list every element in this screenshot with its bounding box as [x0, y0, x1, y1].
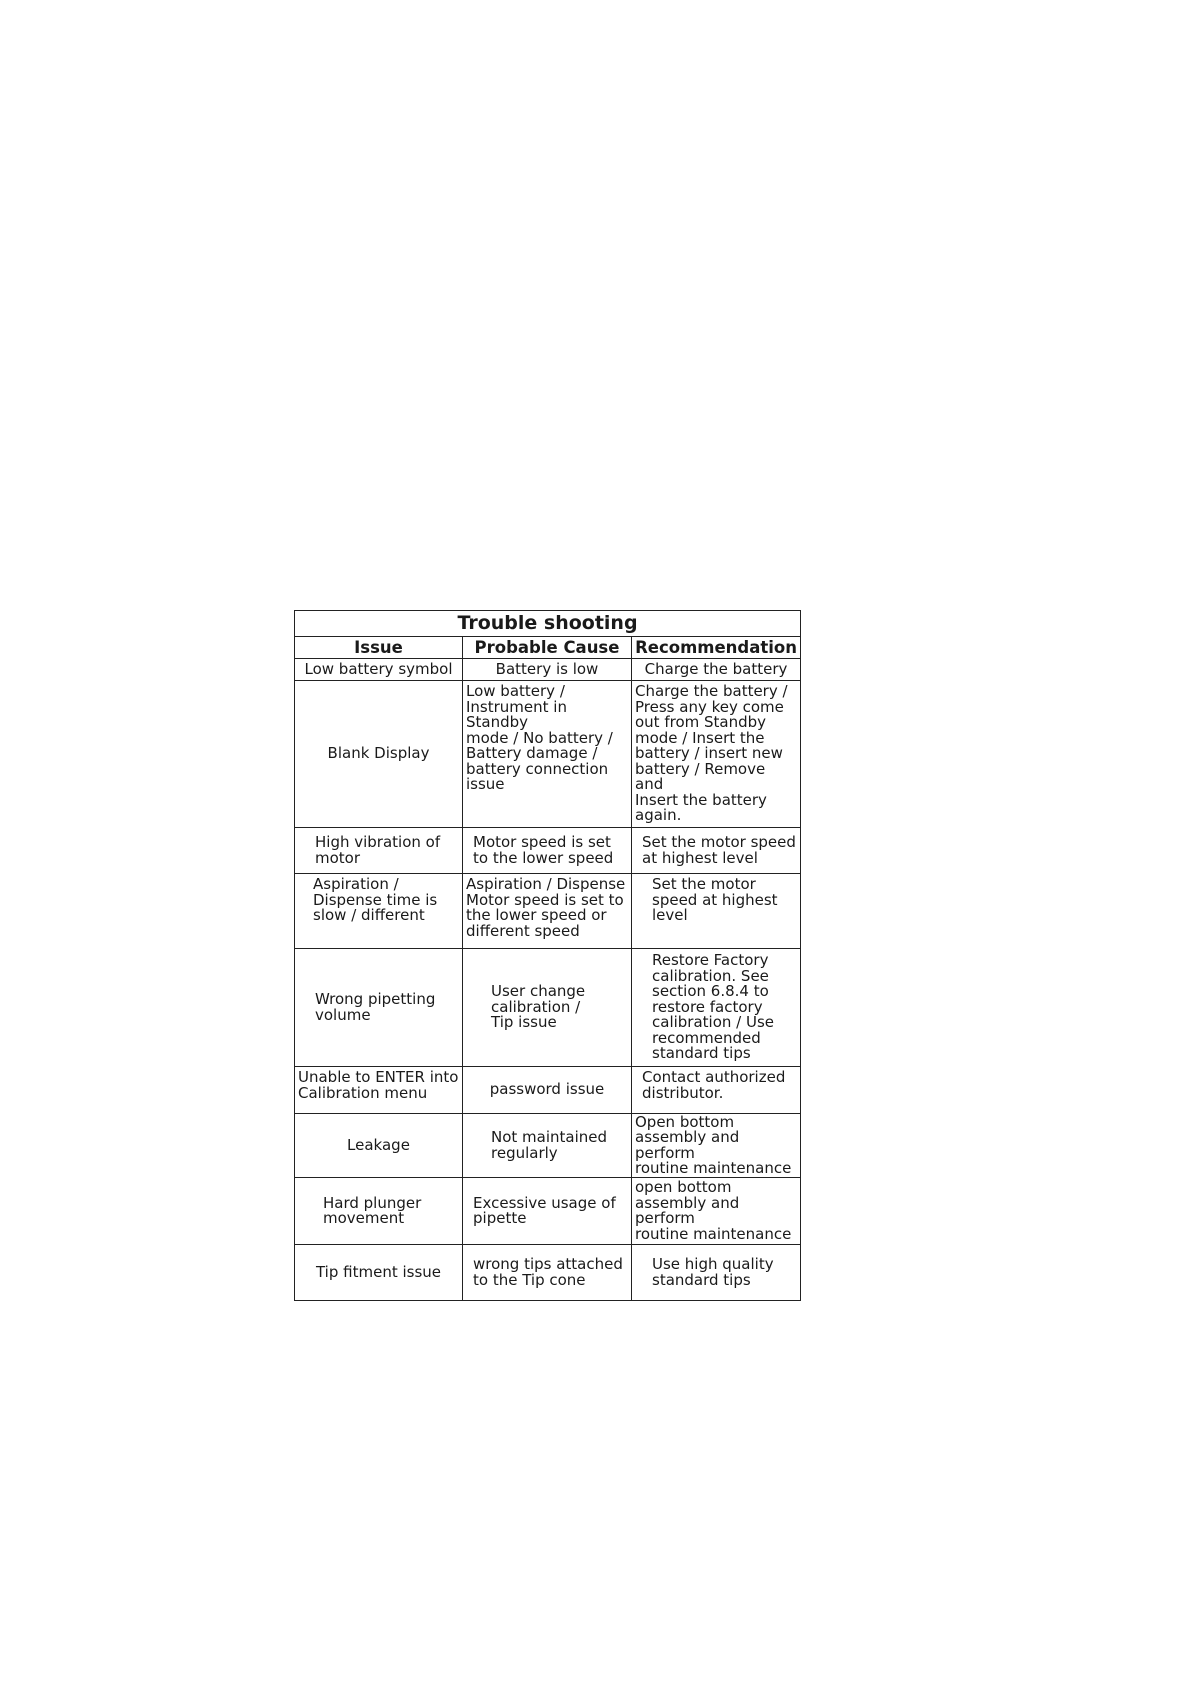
issue-text: Aspiration / Dispense time is slow / different — [313, 875, 438, 924]
table-row — [295, 1067, 801, 1114]
header-row — [295, 637, 801, 659]
cause-cell — [463, 949, 632, 1067]
cause-cell — [463, 681, 632, 828]
issue-cell — [295, 1067, 463, 1114]
table-row — [295, 874, 801, 949]
recommendation-cell — [632, 681, 801, 828]
issue-cell — [295, 1114, 463, 1178]
recommendation-cell — [632, 828, 801, 874]
cause-text: User change calibration / Tip issue — [491, 982, 586, 1032]
issue-text: Tip fitment issue — [315, 1262, 442, 1281]
recommendation-text: Set the motor speed at highest level — [642, 833, 796, 867]
table-row — [295, 1178, 801, 1245]
recommendation-text: Contact authorized distributor. — [642, 1068, 786, 1102]
table-row — [295, 659, 801, 681]
table-row — [295, 949, 801, 1067]
table-row — [295, 1245, 801, 1301]
cause-text: Battery is low — [495, 659, 599, 678]
table-title: Trouble shooting — [295, 611, 801, 637]
cause-cell — [463, 1067, 632, 1114]
cause-text: Not maintained regularly — [491, 1128, 608, 1162]
issue-cell — [295, 828, 463, 874]
issue-text: Unable to ENTER into Calibration menu — [298, 1068, 459, 1102]
issue-cell — [295, 1178, 463, 1245]
recommendation-text: Open bottom assembly and perform routine maintenance — [635, 1113, 792, 1177]
recommendation-cell — [632, 1114, 801, 1178]
recommendation-cell — [632, 1178, 801, 1245]
cause-cell — [463, 874, 632, 949]
recommendation-text: Set the motor speed at highest level — [652, 875, 778, 924]
header-issue: Issue — [295, 637, 463, 659]
cause-text: Aspiration / Dispense Motor speed is set to the lower speed or different speed — [466, 875, 626, 940]
issue-text: High vibration of motor — [315, 833, 441, 867]
issue-cell — [295, 874, 463, 949]
cause-text: Motor speed is set to the lower speed — [473, 833, 614, 867]
recommendation-text: Restore Factory calibration. See section 6.8.4 to restore factory calibration / Use recommended standard tips — [652, 951, 774, 1063]
issue-text: Wrong pipetting volume — [315, 990, 436, 1024]
recommendation-text: Charge the battery — [644, 659, 788, 678]
cause-cell — [463, 659, 632, 681]
recommendation-cell — [632, 949, 801, 1067]
cause-cell — [463, 1178, 632, 1245]
issue-cell — [295, 1245, 463, 1301]
recommendation-cell — [632, 874, 801, 949]
header-probable-cause: Probable Cause — [463, 637, 632, 659]
recommendation-cell — [632, 659, 801, 681]
recommendation-text: Charge the battery / Press any key come out from Standby mode / Insert the battery / insert new battery / Remove and Insert the battery again. — [635, 682, 788, 824]
cause-cell — [463, 1114, 632, 1178]
issue-text: Leakage — [347, 1135, 410, 1154]
issue-text: Blank Display — [327, 744, 430, 763]
recommendation-text: Use high quality standard tips — [652, 1255, 774, 1289]
cause-cell — [463, 1245, 632, 1301]
issue-text: Hard plunger movement — [323, 1193, 422, 1227]
table-row — [295, 1114, 801, 1178]
table-row — [295, 828, 801, 874]
cause-text: Excessive usage of pipette — [473, 1193, 616, 1227]
issue-cell — [295, 659, 463, 681]
recommendation-cell — [632, 1245, 801, 1301]
cause-text: Low battery / Instrument in Standby mode / No battery / Battery damage / battery connection issue — [466, 682, 613, 793]
issue-cell — [295, 681, 463, 828]
header-recommendation: Recommendation — [632, 637, 801, 659]
cause-text: wrong tips attached to the Tip cone — [473, 1255, 623, 1289]
table-row — [295, 681, 801, 828]
cause-text: password issue — [489, 1080, 605, 1099]
cause-cell — [463, 828, 632, 874]
issue-text: Low battery symbol — [304, 659, 453, 678]
recommendation-cell — [632, 1067, 801, 1114]
recommendation-text: open bottom assembly and perform routine maintenance — [635, 1178, 792, 1243]
issue-cell — [295, 949, 463, 1067]
title-row — [295, 611, 801, 637]
troubleshooting-table — [294, 610, 801, 1301]
